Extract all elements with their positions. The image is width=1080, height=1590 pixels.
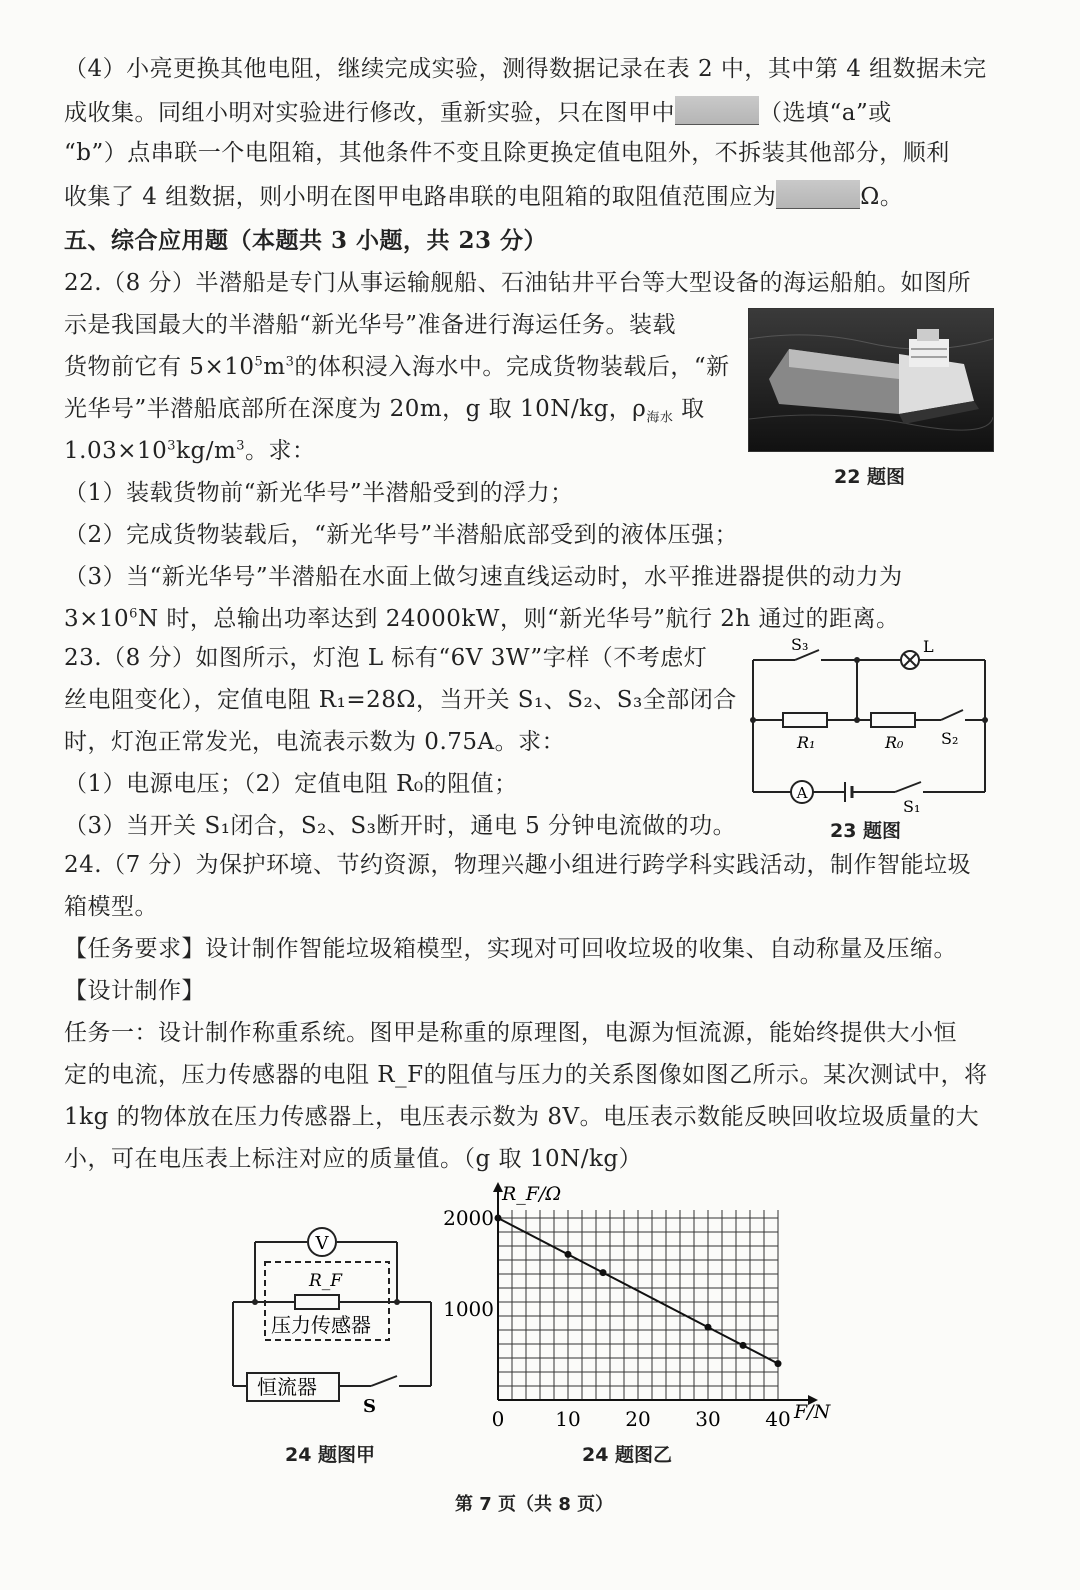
q22-sup: 3 <box>167 438 177 454</box>
q24-line-3: 【任务要求】设计制作智能垃圾箱模型，实现对可回收垃圾的收集、自动称量及压缩。 <box>64 936 957 962</box>
junction-dot <box>854 657 860 663</box>
ship-illustration <box>749 309 993 451</box>
q24-line-4: 【设计制作】 <box>64 978 205 1004</box>
q22-line-4 <box>64 394 705 424</box>
q22-text: 货物前它有 5×10 <box>64 354 255 380</box>
q22-sub1: （1）装载货物前“新光华号”半潜船受到的浮力； <box>64 480 574 506</box>
q22-text: 3×10 <box>64 606 130 632</box>
data-point <box>495 1215 502 1222</box>
x-tick-label: 40 <box>765 1407 791 1428</box>
x-tick-label: 10 <box>555 1407 581 1428</box>
q23-line-1: 23.（8 分）如图所示，灯泡 L 标有“6V 3W”字样（不考虑灯 <box>64 645 708 671</box>
figure-caption-23: 23 题图 <box>830 820 902 842</box>
q23-line-5: （3）当开关 S₁闭合，S₂、S₃断开时，通电 5 分钟电流做的功。 <box>64 813 737 839</box>
junction-dot <box>982 717 988 723</box>
label-r0: R₀ <box>885 733 904 752</box>
q22-text: 的体积浸入海水中。完成货物装载后，“新 <box>294 354 730 380</box>
data-point <box>705 1324 712 1331</box>
q21-line-3: “b”）点串联一个电阻箱，其他条件不变且除更换定值电阻外，不拆装其他部分，顺利 <box>64 140 950 166</box>
q22-text: 。求： <box>245 438 316 464</box>
q22-sub3: （3）当“新光华号”半潜船在水面上做匀速直线运动时，水平推进器提供的动力为 <box>64 564 903 590</box>
q21-text: （选填“a”或 <box>759 100 892 126</box>
answer-blank-range[interactable] <box>776 180 860 209</box>
junction-dot <box>252 1299 258 1305</box>
rf-force-chart <box>440 1178 860 1428</box>
q22-text: m <box>263 354 286 380</box>
label-sensor: 压力传感器 <box>271 1313 371 1337</box>
figure-caption-24b: 24 题图乙 <box>582 1444 673 1466</box>
q24-line-8: 小，可在电压表上标注对应的质量值。（g 取 10N/kg） <box>64 1146 643 1172</box>
page-footer: 第 7 页（共 8 页） <box>455 1494 614 1515</box>
q22-text: N 时，总输出功率达到 24000kW，则“新光华号”航行 2h 通过的距离。 <box>137 606 900 632</box>
q22-sup: 6 <box>129 606 138 622</box>
q21-text: Ω。 <box>860 184 904 210</box>
q21-line-4 <box>64 180 903 212</box>
label-s2: S₂ <box>941 729 959 748</box>
label-s3: S₃ <box>791 635 809 654</box>
ammeter-label: A <box>796 784 808 802</box>
q24-line-6: 定的电流，压力传感器的电阻 R_F的阻值与压力的关系图像如图乙所示。某次测试中，将 <box>64 1062 988 1088</box>
q21-text: 成收集。同组小明对实验进行修改，重新实验，只在图甲中 <box>64 100 675 126</box>
label-rf: R_F <box>309 1271 343 1291</box>
junction-dot <box>394 1299 400 1305</box>
label-switch-s: S <box>363 1396 376 1417</box>
q23-line-3: 时，灯泡正常发光，电流表示数为 0.75A。求： <box>64 729 566 755</box>
switch-s2-blade <box>941 710 963 720</box>
data-point <box>740 1342 747 1349</box>
data-point <box>775 1360 782 1367</box>
q23-line-2: 丝电阻变化），定值电阻 R₁=28Ω，当开关 S₁、S₂、S₃全部闭合 <box>64 687 737 713</box>
q22-line-1: 22.（8 分）半潜船是专门从事运输舰船、石油钻井平台等大型设备的海运船舶。如图所 <box>64 270 972 296</box>
q22-text: 取 <box>681 396 705 422</box>
q22-line-5 <box>64 436 316 466</box>
q24-line-2: 箱模型。 <box>64 894 158 920</box>
q21-line-2 <box>64 96 892 128</box>
switch-s1-blade <box>895 782 921 792</box>
q22-sup: 5 <box>254 354 264 370</box>
q22-text: 光华号”半潜船底部所在深度为 20m，g 取 10N/kg，ρ <box>64 396 647 422</box>
y-tick-label: 1000 <box>443 1297 494 1321</box>
q22-line-3 <box>64 352 730 382</box>
q24-line-1: 24.（7 分）为保护环境、节约资源，物理兴趣小组进行跨学科实践活动，制作智能垃圾 <box>64 852 972 878</box>
resistor-rf <box>295 1295 339 1309</box>
circuit-24a-diagram <box>225 1220 445 1420</box>
resistor-r1 <box>783 713 827 727</box>
q22-sub: 海水 <box>646 410 674 426</box>
label-lamp: L <box>923 637 934 656</box>
x-tick-label: 0 <box>491 1407 505 1428</box>
q23-line-4: （1）电源电压；（2）定值电阻 R₀的阻值； <box>64 771 518 797</box>
x-axis-label: F/N <box>794 1401 831 1423</box>
q22-sub2: （2）完成货物装载后，“新光华号”半潜船底部受到的液体压强； <box>64 522 739 548</box>
q22-sup: 3 <box>285 354 295 370</box>
q24-line-7: 1kg 的物体放在压力传感器上，电压表示数为 8V。电压表示数能反映回收垃圾质量的大 <box>64 1104 980 1130</box>
ship-photo <box>748 308 994 452</box>
q22-text: 1.03×10 <box>64 438 168 464</box>
y-tick-label: 2000 <box>443 1206 494 1230</box>
q22-line-2: 示是我国最大的半潜船“新光华号”准备进行海运任务。装载 <box>64 312 677 338</box>
chart-grid <box>498 1210 778 1400</box>
resistor-r0 <box>871 713 915 727</box>
x-tick-label: 30 <box>695 1407 721 1428</box>
junction-dot <box>750 717 756 723</box>
figure-caption-24a: 24 题图甲 <box>285 1444 376 1466</box>
label-r1: R₁ <box>797 733 816 752</box>
y-axis-label: R_F/Ω <box>502 1183 562 1205</box>
x-tick-label: 20 <box>625 1407 651 1428</box>
answer-blank-point[interactable] <box>675 96 759 125</box>
data-point <box>565 1251 572 1258</box>
section-title: 五、综合应用题（本题共 3 小题，共 23 分） <box>64 227 548 254</box>
q22-sup: 3 <box>236 438 246 454</box>
q24-line-5: 任务一：设计制作称重系统。图甲是称重的原理图，电源为恒流源，能始终提供大小恒 <box>64 1020 957 1046</box>
figure-caption-22: 22 题图 <box>834 466 906 488</box>
junction-dot <box>854 717 860 723</box>
chart-ticks <box>443 1206 791 1428</box>
voltmeter-label: V <box>315 1233 329 1254</box>
switch-s-blade <box>371 1376 397 1386</box>
label-s1: S₁ <box>903 797 921 816</box>
q21-line-1: （4）小亮更换其他电阻，继续完成实验，测得数据记录在表 2 中，其中第 4 组数据未完 <box>64 56 987 82</box>
circuit-23-diagram <box>745 630 995 830</box>
label-source: 恒流器 <box>257 1375 317 1399</box>
q21-text: 收集了 4 组数据，则小明在图甲电路串联的电阻箱的取阻值范围应为 <box>64 184 777 210</box>
q22-text: kg/m <box>176 438 237 464</box>
data-point <box>600 1269 607 1276</box>
